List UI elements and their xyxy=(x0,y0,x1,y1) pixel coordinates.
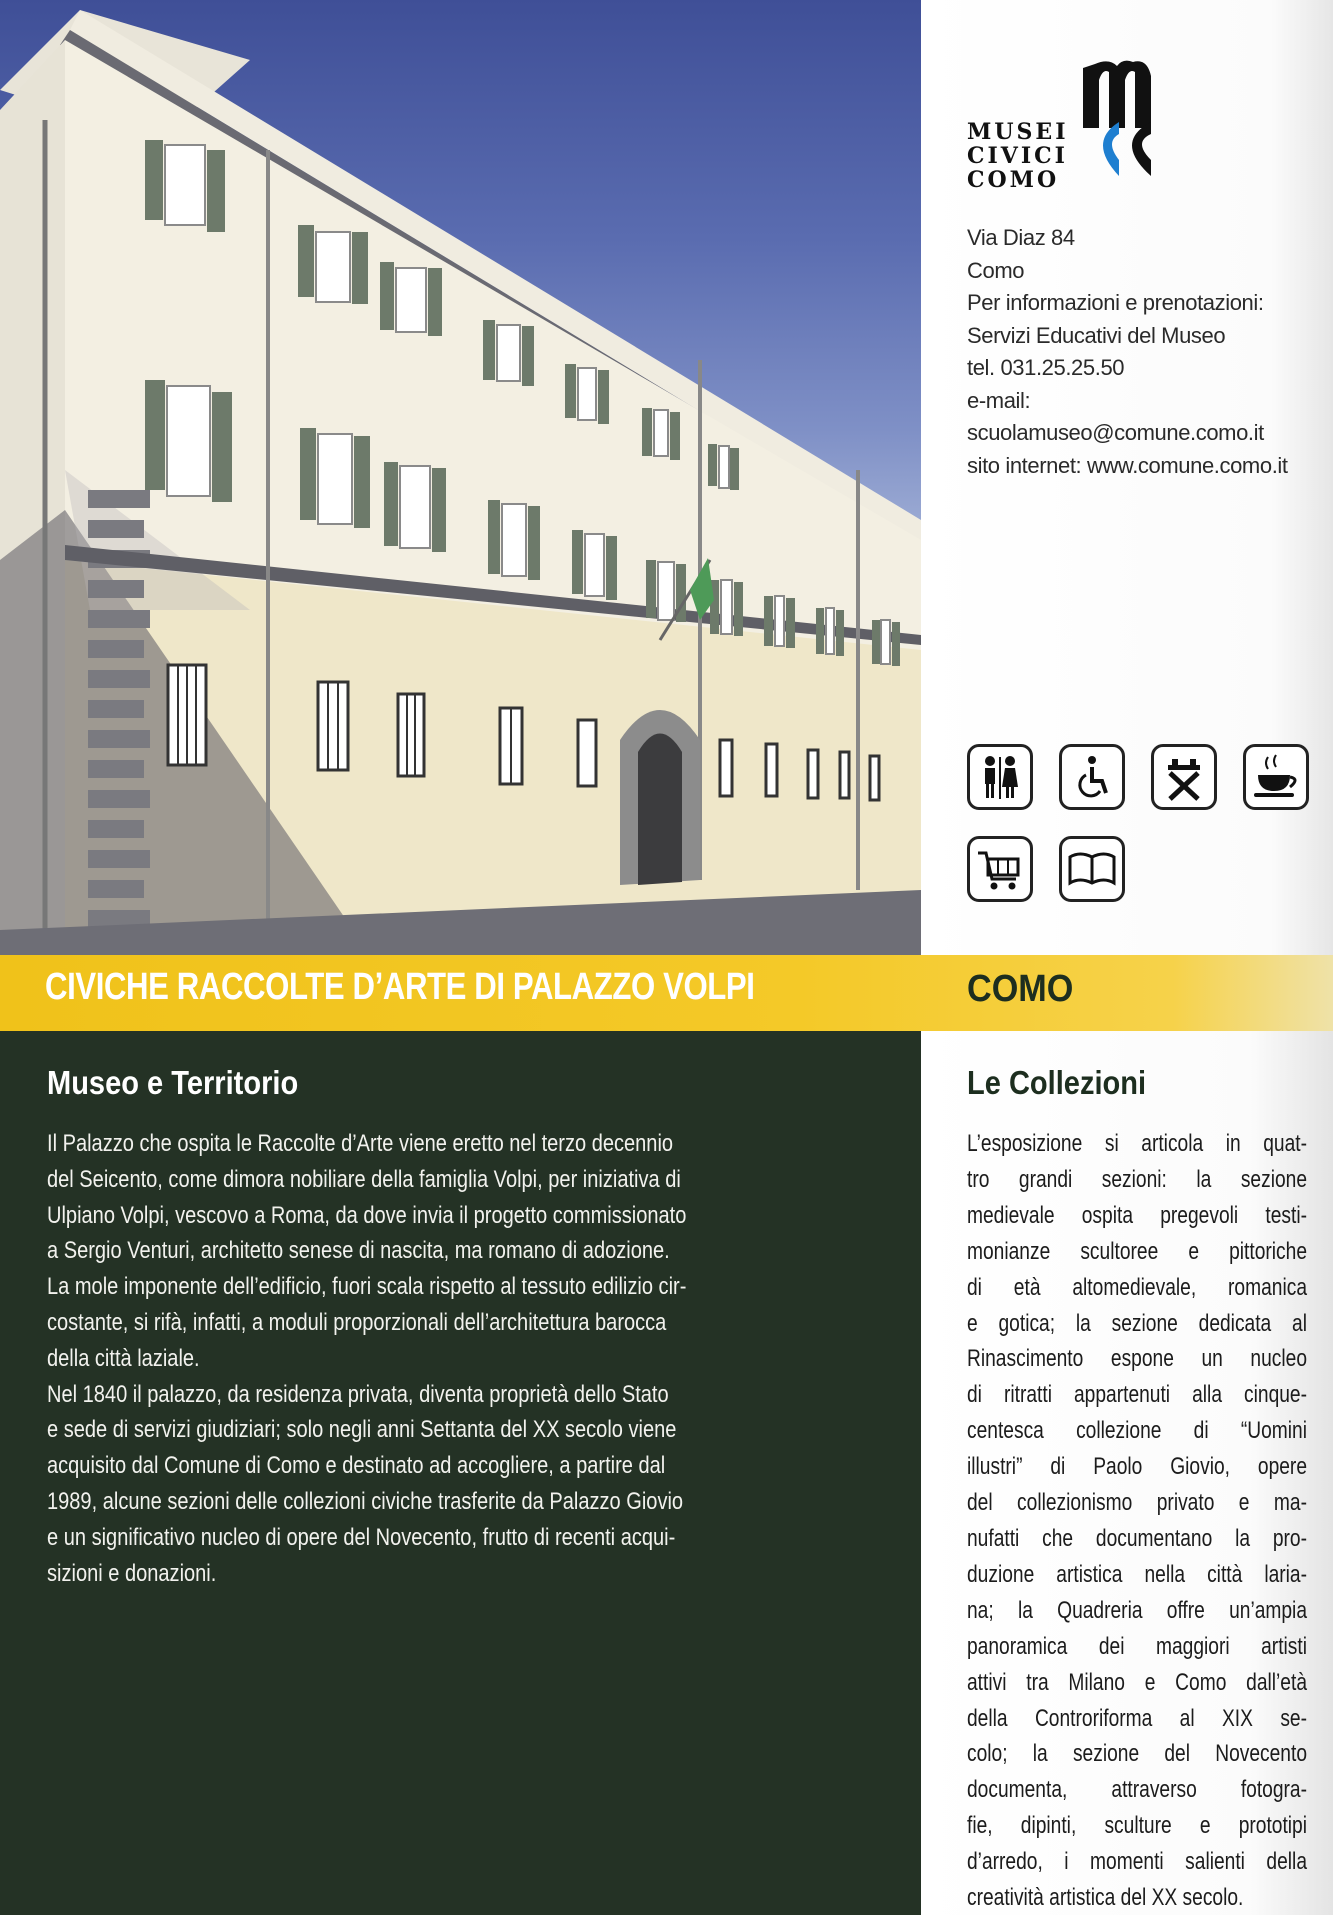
collezioni-line: attivi tra Milano e Como dall’età xyxy=(967,1668,1307,1696)
logo-line-1: MUSEI xyxy=(967,119,1069,145)
service-icons xyxy=(967,744,1333,904)
collezioni-line: di ritratti appartenuti alla cinque- xyxy=(967,1381,1307,1409)
museo-line: 1989, alcune sezioni delle collezioni civiche trasferite da Palazzo Giovio xyxy=(47,1487,684,1515)
no-food-icon xyxy=(1151,744,1217,810)
coffee-icon xyxy=(1243,744,1309,810)
museo-heading: Museo e Territorio xyxy=(47,1064,299,1101)
address-email: scuolamuseo@comune.como.it xyxy=(967,420,1264,445)
logo-wordmark xyxy=(967,120,1069,192)
museo-line: Il Palazzo che ospita le Raccolte d’Arte viene eretto nel terzo decennio xyxy=(47,1130,674,1157)
museo-line: a Sergio Venturi, architetto senese di nascita, ma romano di adozione. xyxy=(47,1237,670,1265)
address-city: Como xyxy=(967,257,1025,283)
museo-line: Ulpiano Volpi, vescovo a Roma, da dove invia il progetto commissionato xyxy=(47,1201,687,1229)
shopping-cart-icon xyxy=(967,836,1033,902)
collezioni-line: monianze scultoree e pittoriche xyxy=(967,1237,1307,1265)
restroom-icon xyxy=(967,744,1033,810)
collezioni-line: di età altomedievale, romanica xyxy=(967,1273,1307,1301)
address-street: Via Diaz 84 xyxy=(967,225,1075,250)
collezioni-line: illustri” di Paolo Giovio, opere xyxy=(967,1453,1307,1481)
collezioni-text xyxy=(967,1126,1307,1915)
collezioni-line: na; la Quadreria offre un’ampia xyxy=(967,1596,1307,1624)
museum-title: CIVICHE RACCOLTE D’ARTE DI PALAZZO VOLPI xyxy=(45,966,755,1008)
museo-text xyxy=(47,1126,840,1591)
book-icon xyxy=(1059,836,1125,902)
museo-line: e sede di servizi giudiziari; solo negli anni Settanta del XX secolo viene xyxy=(47,1416,677,1444)
collezioni-line: documenta, attraverso fotogra- xyxy=(967,1776,1307,1804)
collezioni-line: nufatti che documentano la pro- xyxy=(967,1524,1307,1552)
collezioni-line: centesca collezione di “Uomini xyxy=(967,1417,1307,1445)
museo-line: Nel 1840 il palazzo, da residenza privata, diventa proprietà dello Stato xyxy=(47,1380,669,1408)
museo-line: della città laziale. xyxy=(47,1344,200,1372)
wheelchair-icon xyxy=(1059,744,1125,810)
collezioni-line: Rinascimento espone un nucleo xyxy=(967,1345,1307,1373)
city-label: COMO xyxy=(967,968,1074,1010)
collezioni-line: tro grandi sezioni: la sezione xyxy=(967,1165,1307,1193)
address-info-label: Per informazioni e prenotazioni: xyxy=(967,290,1264,315)
collezioni-line: L’esposizione si articola in quat- xyxy=(967,1130,1307,1157)
address-service: Servizi Educativi del Museo xyxy=(967,322,1226,348)
collezioni-line: panoramica dei maggiori artisti xyxy=(967,1632,1307,1660)
museo-line: acquisito dal Comune di Como e destinato ad accogliere, a partire dal xyxy=(47,1452,666,1480)
museo-line: del Seicento, come dimora nobiliare della famiglia Volpi, per iniziativa di xyxy=(47,1165,681,1193)
museo-line: sizioni e donazioni. xyxy=(47,1559,217,1587)
logo-line-3: COMO xyxy=(967,167,1060,193)
building-illustration xyxy=(0,0,921,955)
address-block xyxy=(967,222,1327,482)
collezioni-line: creatività artistica del XX secolo. xyxy=(967,1884,1244,1912)
collezioni-line: colo; la sezione del Novecento xyxy=(967,1740,1307,1768)
address-phone: tel. 031.25.25.50 xyxy=(967,355,1125,380)
collezioni-heading: Le Collezioni xyxy=(967,1064,1147,1101)
museo-line: La mole imponente dell’edificio, fuori scala rispetto al tessuto edilizio cir- xyxy=(47,1273,687,1301)
collezioni-line: e gotica; la sezione dedicata al xyxy=(967,1309,1307,1337)
logo-line-2: CIVICI xyxy=(967,143,1068,169)
contact-column xyxy=(921,0,1333,955)
collezioni-line: medievale ospita pregevoli testi- xyxy=(967,1201,1307,1229)
collezioni-line: del collezionismo privato e ma- xyxy=(967,1489,1307,1517)
museo-line: e un significativo nucleo di opere del Novecento, frutto di recenti acqui- xyxy=(47,1523,676,1551)
collezioni-line: fie, dipinti, sculture e prototipi xyxy=(967,1812,1307,1840)
address-email-label: e-mail: xyxy=(967,387,1031,413)
address-website: sito internet: www.comune.como.it xyxy=(967,452,1288,478)
collezioni-line: della Controriforma al XIX se- xyxy=(967,1704,1307,1732)
collezioni-line: duzione artistica nella città laria- xyxy=(967,1560,1307,1588)
palazzo-volpi-photo xyxy=(0,0,921,955)
museo-line: costante, si rifà, infatti, a moduli proporzionali dell’architettura barocca xyxy=(47,1308,667,1336)
collezioni-line: d’arredo, i momenti salienti della xyxy=(967,1848,1307,1876)
